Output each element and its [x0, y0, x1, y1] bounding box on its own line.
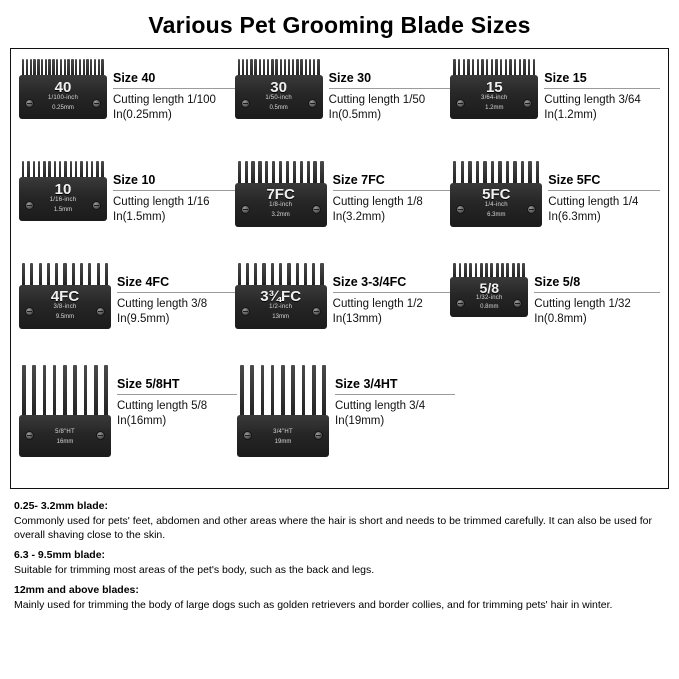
blade-item	[235, 161, 451, 227]
blade-tooth	[287, 263, 290, 286]
blade-tooth	[101, 59, 103, 76]
blade-tooth	[246, 59, 248, 76]
blade-tooth	[63, 263, 66, 286]
blade-name: Size 3-3/4FC	[333, 275, 451, 293]
blade-illustration	[450, 59, 538, 119]
blade-screw	[314, 431, 323, 440]
blade-teeth	[237, 365, 329, 416]
blade-tooth	[80, 161, 82, 178]
blade-tooth	[480, 263, 483, 278]
blade-mm-marking: 0.5mm	[269, 105, 288, 111]
blade-cutting-length: Cutting length 1/32 In(0.8mm)	[534, 298, 631, 325]
blade-tooth	[281, 365, 285, 416]
blade-tooth	[86, 161, 88, 178]
blade-tooth	[267, 59, 269, 76]
blade-tooth	[506, 263, 509, 278]
blade-tooth	[475, 263, 478, 278]
blade-illustration	[237, 365, 329, 457]
blade-info	[113, 161, 235, 225]
blade-tooth	[483, 161, 486, 184]
blade-size-marking: 10	[54, 181, 72, 198]
blade-screw	[25, 201, 34, 210]
blade-tooth	[238, 263, 241, 286]
blade-tooth	[52, 59, 54, 76]
blade-screw	[312, 205, 321, 214]
blade-tooth	[105, 263, 108, 286]
blade-tooth	[104, 365, 108, 416]
blade-tooth	[513, 161, 516, 184]
blade-tooth	[521, 161, 524, 184]
blade-tooth	[506, 161, 509, 184]
blade-screw	[92, 99, 101, 108]
blade-tooth	[284, 59, 286, 76]
blade-tooth	[27, 161, 29, 178]
blade-tooth	[262, 263, 265, 286]
blade-size-marking: 30	[270, 79, 287, 96]
blade-inch-marking: 1/2-inch	[269, 304, 293, 310]
blade-tooth	[245, 161, 248, 184]
blade-tooth	[501, 263, 504, 278]
blade-tooth	[296, 59, 298, 76]
blade-tooth	[496, 263, 499, 278]
blade-tooth	[86, 59, 88, 76]
blade-tooth	[22, 365, 26, 416]
blade-tooth	[32, 365, 36, 416]
blade-tooth	[91, 161, 93, 178]
blade-tooth	[98, 59, 100, 76]
blade-row	[19, 59, 660, 161]
blade-tooth	[486, 59, 488, 76]
blade-tooth	[259, 59, 261, 76]
blade-tooth	[491, 59, 493, 76]
blade-tooth	[505, 59, 507, 76]
blade-teeth	[19, 365, 111, 416]
blade-tooth	[70, 161, 72, 178]
blade-tooth	[312, 263, 315, 286]
blade-tooth	[522, 263, 525, 278]
blade-cutting-length: Cutting length 1/2 In(13mm)	[332, 298, 423, 325]
blade-item	[19, 59, 235, 123]
blade-name: Size 15	[544, 71, 660, 89]
blade-item	[450, 161, 660, 227]
blade-tooth	[275, 59, 277, 76]
blade-tooth	[261, 365, 265, 416]
blade-name: Size 10	[113, 173, 235, 191]
blade-tooth	[300, 59, 302, 76]
blade-tooth	[53, 365, 57, 416]
blade-tooth	[33, 59, 35, 76]
blade-tooth	[71, 59, 73, 76]
blade-tooth	[304, 263, 307, 286]
note-heading: 12mm and above blades:	[14, 584, 139, 596]
blade-tooth	[63, 365, 67, 416]
usage-notes	[10, 489, 669, 612]
blade-tooth	[495, 59, 497, 76]
blade-tooth	[97, 263, 100, 286]
blade-item	[19, 161, 235, 225]
blade-tooth	[56, 59, 58, 76]
blade-tooth	[288, 59, 290, 76]
note-heading: 6.3 - 9.5mm blade:	[14, 549, 106, 561]
blade-size-marking: 3¾FC	[260, 288, 302, 305]
blade-tooth	[459, 263, 462, 278]
blade-tooth	[512, 263, 515, 278]
blade-item	[235, 263, 451, 329]
blade-tooth	[238, 161, 241, 184]
blade-info	[333, 263, 451, 327]
blade-tooth	[491, 161, 494, 184]
blade-tooth	[88, 263, 91, 286]
blade-screw	[241, 307, 250, 316]
blade-name: Size 30	[329, 71, 451, 89]
blade-mm-marking: 13mm	[272, 314, 289, 320]
blade-tooth	[55, 263, 58, 286]
blade-tooth	[72, 263, 75, 286]
blade-cutting-length: Cutting length 5/8 In(16mm)	[117, 400, 208, 427]
blade-tooth	[280, 59, 282, 76]
blade-tooth	[481, 59, 483, 76]
blade-cutting-length: Cutting length 1/8 In(3.2mm)	[332, 196, 423, 223]
blade-tooth	[472, 59, 474, 76]
blade-tooth	[47, 263, 50, 286]
blade-row	[19, 263, 660, 365]
blade-mm-marking: 3.2mm	[271, 212, 290, 218]
note-body: Mainly used for trimming the body of large dogs such as golden retrievers and border collies, and for trimming pets' hair in winter.	[14, 599, 613, 611]
blade-illustration	[235, 59, 323, 119]
blade-mm-marking: 0.25mm	[52, 105, 74, 111]
blade-inch-marking: 1/16-inch	[49, 197, 77, 203]
blade-tooth	[238, 59, 240, 76]
blade-tooth	[517, 263, 520, 278]
blade-size-marking: 15	[485, 79, 503, 96]
blade-tooth	[317, 59, 319, 76]
blade-inch-marking: 1/32-inch	[476, 295, 503, 301]
blade-cutting-length: Cutting length 3/8 In(9.5mm)	[117, 298, 208, 325]
blade-mm-marking: 16mm	[56, 439, 74, 445]
blade-tooth	[101, 161, 103, 178]
blade-mm-marking: 6.3mm	[487, 212, 506, 218]
blade-tooth	[59, 161, 61, 178]
blade-tooth	[37, 59, 39, 76]
blade-tooth	[43, 161, 45, 178]
blade-tooth	[320, 161, 323, 184]
blade-info	[333, 161, 451, 225]
blade-row	[19, 365, 660, 467]
blade-info	[117, 263, 235, 327]
blade-tooth	[41, 59, 43, 76]
blade-screw	[96, 307, 105, 316]
blade-screw	[241, 205, 250, 214]
blade-name: Size 5FC	[548, 173, 660, 191]
blade-tooth	[48, 161, 50, 178]
blade-teeth	[450, 263, 528, 278]
blade-teeth	[235, 59, 323, 76]
blade-inch-marking: 5/8"HT	[55, 429, 75, 435]
blade-tooth	[533, 59, 535, 76]
blade-tooth	[313, 59, 315, 76]
blade-screw	[308, 99, 317, 108]
blade-inch-marking: 1/50-inch	[265, 95, 292, 101]
blade-inch-marking: 3/64-inch	[481, 95, 508, 101]
blade-illustration	[19, 365, 111, 457]
blade-tooth	[320, 263, 323, 286]
blade-tooth	[271, 59, 273, 76]
blade-tooth	[313, 161, 316, 184]
note-heading: 0.25- 3.2mm blade:	[14, 500, 108, 512]
blade-item	[19, 365, 237, 457]
blade-tooth	[509, 59, 511, 76]
blade-tooth	[263, 59, 265, 76]
blade-tooth	[536, 161, 539, 184]
blade-item	[450, 263, 660, 327]
blade-tooth	[258, 161, 261, 184]
blade-tooth	[469, 263, 472, 278]
blade-mm-marking: 1.2mm	[485, 105, 504, 111]
blade-tooth	[83, 59, 85, 76]
blade-tooth	[26, 59, 28, 76]
blade-info	[534, 263, 660, 327]
blade-tooth	[43, 365, 47, 416]
blade-tooth	[302, 365, 306, 416]
blade-inch-marking: 1/8-inch	[269, 202, 293, 208]
blade-info	[117, 365, 237, 429]
blade-tooth	[64, 59, 66, 76]
blade-tooth	[254, 263, 257, 286]
blade-info	[548, 161, 660, 225]
blade-cutting-length: Cutting length 1/50 In(0.5mm)	[328, 94, 426, 121]
blade-tooth	[33, 161, 35, 178]
blade-tooth	[251, 161, 254, 184]
blade-tooth	[271, 263, 274, 286]
blade-inch-marking: 3/8-inch	[53, 304, 77, 310]
blade-tooth	[519, 59, 521, 76]
blade-name: Size 5/8	[534, 275, 660, 293]
blade-illustration	[450, 263, 528, 317]
blade-tooth	[64, 161, 66, 178]
blade-tooth	[279, 161, 282, 184]
blade-info	[329, 59, 451, 123]
blade-name: Size 7FC	[333, 173, 451, 191]
blade-tooth	[246, 263, 249, 286]
blade-illustration	[450, 161, 542, 227]
blade-illustration	[235, 263, 327, 329]
blade-item	[237, 365, 455, 457]
blade-tooth	[528, 161, 531, 184]
blade-tooth	[477, 59, 479, 76]
blade-tooth	[30, 263, 33, 286]
blade-cutting-length: Cutting length 1/16 In(1.5mm)	[113, 196, 210, 223]
blade-size-marking: 7FC	[266, 186, 295, 203]
blade-teeth	[19, 59, 107, 76]
blade-tooth	[54, 161, 56, 178]
blade-item	[450, 59, 660, 123]
blade-inch-marking: 3/4"HT	[273, 429, 293, 435]
blade-tooth	[272, 161, 275, 184]
blade-tooth	[48, 59, 50, 76]
blade-grid	[10, 48, 669, 489]
blade-screw	[25, 99, 34, 108]
page-title: Various Pet Grooming Blade Sizes	[148, 12, 531, 38]
blade-screw	[96, 431, 105, 440]
blade-teeth	[450, 161, 542, 184]
blade-tooth	[75, 59, 77, 76]
blade-tooth	[293, 161, 296, 184]
blade-name: Size 40	[113, 71, 235, 89]
blade-tooth	[322, 365, 326, 416]
blade-name: Size 5/8HT	[117, 377, 237, 395]
blade-size-marking: 5FC	[482, 186, 511, 203]
blade-mm-marking: 9.5mm	[55, 314, 75, 320]
blade-tooth	[279, 263, 282, 286]
blade-tooth	[464, 263, 467, 278]
blade-tooth	[467, 59, 469, 76]
blade-tooth	[39, 263, 42, 286]
blade-illustration	[19, 161, 107, 221]
blade-name: Size 3/4HT	[335, 377, 455, 395]
blade-tooth	[461, 161, 464, 184]
blade-size-marking: 40	[54, 79, 72, 96]
blade-tooth	[305, 59, 307, 76]
blade-teeth	[450, 59, 538, 76]
blade-tooth	[300, 161, 303, 184]
blade-tooth	[307, 161, 310, 184]
blade-tooth	[453, 59, 455, 76]
blade-tooth	[514, 59, 516, 76]
blade-inch-marking: 1/4-inch	[484, 202, 508, 208]
blade-tooth	[476, 161, 479, 184]
blade-tooth	[528, 59, 530, 76]
blade-tooth	[453, 161, 456, 184]
blade-cutting-length: Cutting length 1/4 In(6.3mm)	[548, 196, 639, 223]
blade-tooth	[240, 365, 244, 416]
blade-mm-marking: 19mm	[274, 439, 292, 445]
blade-tooth	[500, 59, 502, 76]
blade-tooth	[242, 59, 244, 76]
blade-info	[113, 59, 235, 123]
blade-name: Size 4FC	[117, 275, 235, 293]
blade-teeth	[235, 263, 327, 286]
blade-item	[235, 59, 451, 123]
blade-size-marking: 4FC	[50, 288, 80, 305]
blade-info	[335, 365, 455, 429]
blade-tooth	[296, 263, 299, 286]
blade-inch-marking: 1/100-inch	[47, 95, 79, 101]
blade-tooth	[75, 161, 77, 178]
blade-tooth	[80, 263, 83, 286]
blade-item	[19, 263, 235, 329]
blade-cutting-length: Cutting length 3/64 In(1.2mm)	[544, 94, 641, 121]
blade-info	[544, 59, 660, 123]
blade-tooth	[94, 365, 98, 416]
blade-teeth	[19, 263, 111, 286]
blade-cutting-length: Cutting length 3/4 In(19mm)	[335, 400, 426, 427]
blade-cutting-length: Cutting length 1/100 In(0.25mm)	[113, 94, 216, 121]
blade-tooth	[468, 161, 471, 184]
blade-tooth	[292, 59, 294, 76]
blade-tooth	[22, 161, 24, 178]
blade-illustration	[19, 59, 107, 119]
blade-teeth	[19, 161, 107, 178]
blade-tooth	[265, 161, 268, 184]
blade-tooth	[523, 59, 525, 76]
blade-tooth	[453, 263, 456, 278]
blade-tooth	[67, 59, 69, 76]
blade-screw	[25, 431, 34, 440]
blade-screw	[25, 307, 34, 316]
blade-tooth	[254, 59, 256, 76]
blade-tooth	[309, 59, 311, 76]
blade-tooth	[463, 59, 465, 76]
blade-tooth	[458, 59, 460, 76]
note-body: Commonly used for pets' feet, abdomen and other areas where the hair is short and needs to be trimmed carefully. It can also be used for overall shaving close to the skin.	[14, 515, 652, 541]
blade-tooth	[90, 59, 92, 76]
blade-tooth	[485, 263, 488, 278]
blade-illustration	[235, 161, 327, 227]
blade-screw	[92, 201, 101, 210]
blade-tooth	[96, 161, 98, 178]
blade-tooth	[79, 59, 81, 76]
blade-tooth	[94, 59, 96, 76]
blade-size-marking: 5/8	[479, 280, 500, 296]
blade-tooth	[73, 365, 77, 416]
blade-mm-marking: 0.8mm	[480, 304, 499, 310]
blade-tooth	[250, 59, 252, 76]
blade-screw	[241, 99, 250, 108]
blade-tooth	[30, 59, 32, 76]
blade-tooth	[291, 365, 295, 416]
blade-tooth	[45, 59, 47, 76]
blade-mm-marking: 1.5mm	[53, 207, 73, 213]
blade-screw	[243, 431, 252, 440]
blade-illustration	[19, 263, 111, 329]
blade-tooth	[22, 59, 24, 76]
blade-tooth	[22, 263, 25, 286]
blade-teeth	[235, 161, 327, 184]
blade-tooth	[286, 161, 289, 184]
blade-tooth	[84, 365, 88, 416]
note-body: Suitable for trimming most areas of the pet's body, such as the back and legs.	[14, 564, 375, 576]
blade-tooth	[38, 161, 40, 178]
blade-tooth	[490, 263, 493, 278]
blade-tooth	[250, 365, 254, 416]
blade-tooth	[312, 365, 316, 416]
blade-tooth	[271, 365, 275, 416]
blade-row	[19, 161, 660, 263]
blade-tooth	[498, 161, 501, 184]
blade-tooth	[60, 59, 62, 76]
blade-screw	[312, 307, 321, 316]
